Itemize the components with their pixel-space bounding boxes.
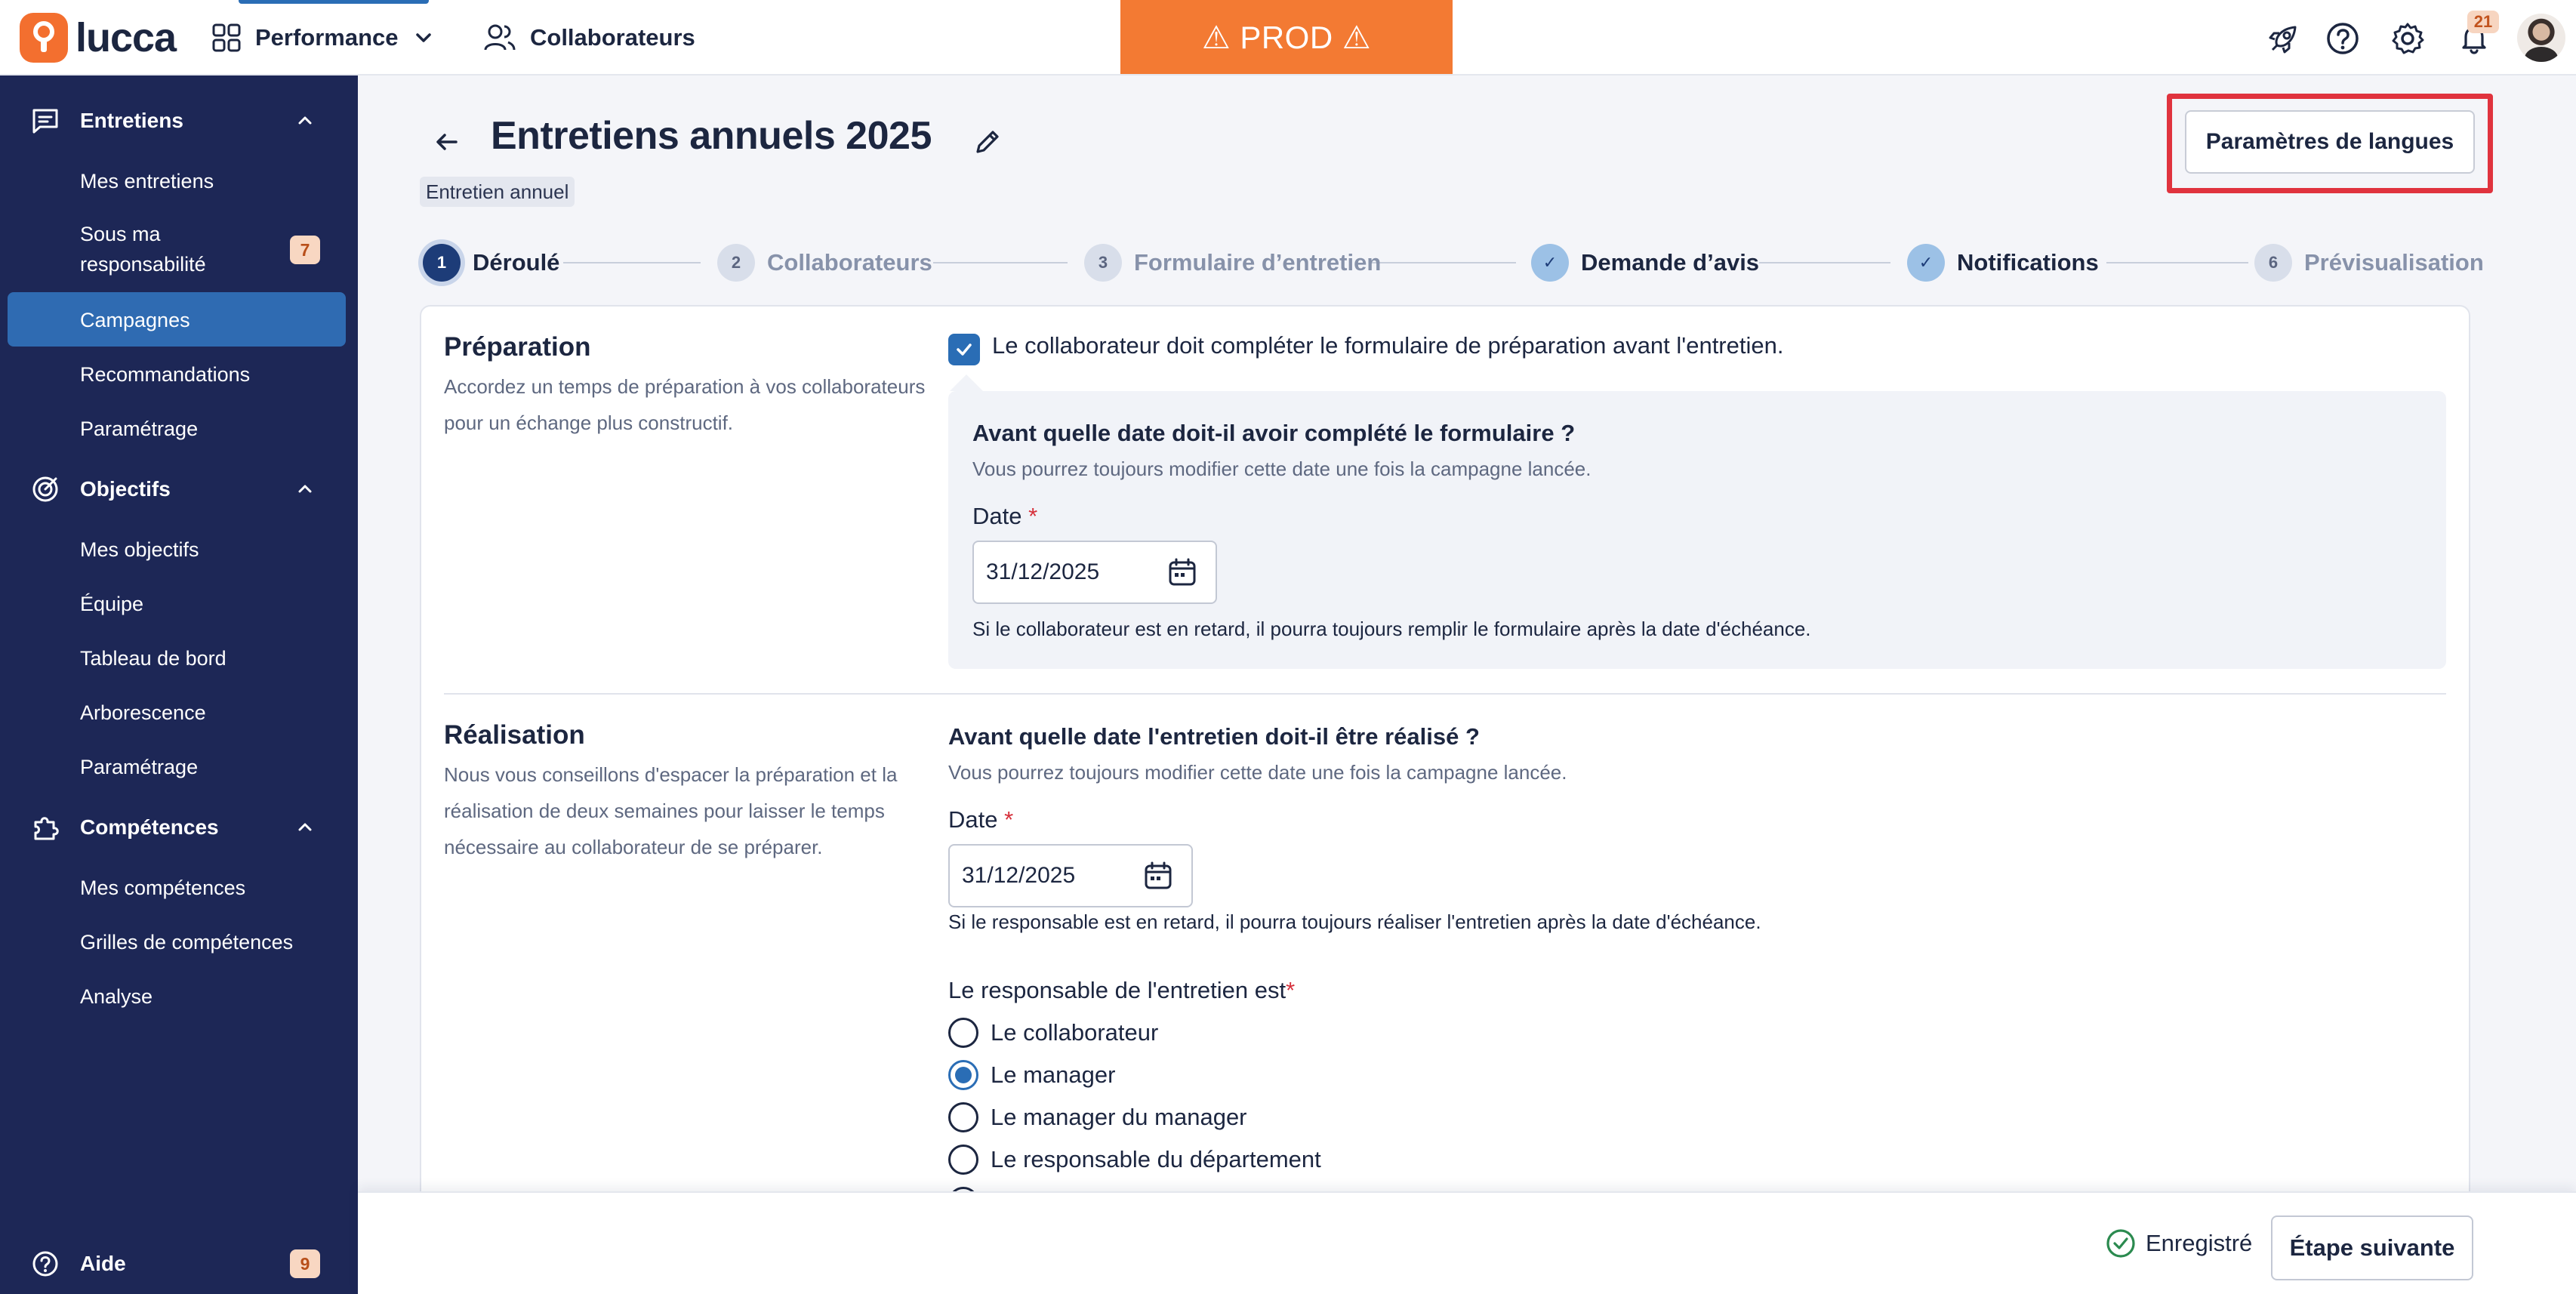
help-icon [30, 1250, 60, 1277]
step-label: Déroulé [473, 249, 560, 276]
checkmark-icon [954, 339, 975, 360]
date-value: 31/12/2025 [986, 559, 1100, 584]
sidebar-item-mes-entretiens[interactable]: Mes entretiens [80, 170, 214, 193]
stepper-connector [2106, 262, 2248, 263]
calendar-icon[interactable] [1166, 556, 1199, 589]
preparation-checkbox[interactable] [948, 334, 980, 365]
check-circle-icon [2105, 1228, 2137, 1259]
owner-radio-label[interactable]: Le manager du manager [991, 1104, 1247, 1130]
stepper-connector [933, 262, 1068, 263]
chat-icon [30, 107, 60, 134]
step-deroule[interactable] [423, 243, 559, 282]
sidebar-item-parametrage[interactable]: Paramétrage [80, 417, 199, 440]
owner-radio-manager-du-manager[interactable] [948, 1102, 978, 1132]
stepper-connector [563, 262, 701, 263]
sidebar-item-tableau-de-bord[interactable]: Tableau de bord [80, 647, 226, 670]
sidebar-item-equipe[interactable]: Équipe [80, 593, 144, 615]
calendar-icon[interactable] [1142, 859, 1175, 892]
sidebar-item-campagnes[interactable]: Campagnes [80, 309, 190, 331]
saved-label: Enregistré [2146, 1230, 2253, 1256]
step-label: Collaborateurs [767, 249, 932, 276]
realisation-question: Avant quelle date l'entretien doit-il être réalisé ? [948, 723, 1480, 750]
logo-text: lucca [75, 15, 177, 60]
notification-count-badge: 21 [2467, 11, 2499, 33]
saved-status [2105, 1228, 2252, 1259]
nav-performance[interactable] [211, 17, 435, 59]
step-notifications[interactable] [1907, 243, 2099, 282]
sidebar-section-title: Entretiens [80, 109, 183, 132]
realisation-help-text: Si le responsable est en retard, il pourra toujours réaliser l'entretien après la date d'échéance. [948, 910, 1761, 933]
owner-radio-responsable-departement[interactable] [948, 1145, 978, 1175]
chevron-up-icon [296, 818, 314, 836]
sidebar-help-label: Aide [80, 1252, 126, 1275]
preparation-question: Avant quelle date doit-il avoir complété le formulaire ? [972, 420, 1576, 446]
sidebar-item-grilles-de-competences[interactable]: Grilles de compétences [80, 931, 294, 954]
sidebar-item-mes-objectifs[interactable]: Mes objectifs [80, 538, 199, 561]
sidebar-item-mes-competences[interactable]: Mes compétences [80, 877, 246, 899]
lucca-logo-mark [20, 13, 68, 63]
preparation-date-input[interactable] [972, 541, 1217, 604]
user-avatar[interactable] [2517, 14, 2565, 62]
next-step-button[interactable]: Étape suivante [2271, 1215, 2473, 1280]
sidebar-section-title: Compétences [80, 815, 219, 839]
back-arrow-icon[interactable] [432, 127, 462, 157]
preparation-title: Préparation [444, 332, 591, 362]
language-settings-button[interactable]: Paramètres de langues [2185, 110, 2475, 174]
nav-collaborateurs[interactable] [483, 17, 695, 59]
realisation-date-input[interactable] [948, 844, 1193, 907]
step-number: 6 [2254, 244, 2292, 282]
step-label: Formulaire d’entretien [1134, 249, 1382, 276]
sidebar-badge: 7 [290, 236, 320, 264]
realisation-hint: Vous pourrez toujours modifier cette date une fois la campagne lancée. [948, 761, 1567, 784]
rocket-icon[interactable] [2265, 20, 2303, 57]
owner-radio-collaborateur[interactable] [948, 1018, 978, 1048]
help-icon[interactable] [2324, 20, 2362, 57]
step-formulaire[interactable] [1084, 243, 1381, 282]
owner-radio-label[interactable]: Le responsable du département [991, 1146, 1321, 1172]
sidebar-item-sous-ma-responsabilite[interactable]: Sous ma responsabilité [80, 223, 206, 276]
step-collaborateurs[interactable] [717, 243, 932, 282]
nav-performance-label: Performance [255, 24, 399, 51]
chevron-down-icon [412, 26, 435, 49]
sidebar [0, 75, 358, 1294]
target-icon [30, 476, 60, 503]
stepper-connector [1370, 262, 1516, 263]
sidebar-section-entretiens[interactable] [0, 98, 358, 143]
lucca-logo[interactable] [20, 13, 176, 63]
apps-grid-icon [211, 23, 242, 53]
preparation-help-text: Si le collaborateur est en retard, il pourra toujours remplir le formulaire après la date d'échéance. [972, 618, 1811, 640]
users-icon [483, 23, 516, 53]
edit-pencil-icon[interactable] [971, 125, 1004, 159]
owner-radio-manager[interactable] [948, 1060, 978, 1090]
sidebar-item-recommandations[interactable]: Recommandations [80, 363, 251, 386]
preparation-checkbox-label[interactable]: Le collaborateur doit compléter le formulaire de préparation avant l'entretien. [992, 332, 1784, 359]
owner-radio-label[interactable]: Le collaborateur [991, 1019, 1159, 1046]
sidebar-item-arborescence[interactable]: Arborescence [80, 701, 206, 724]
sidebar-section-competences[interactable] [0, 805, 358, 850]
page-title: Entretiens annuels 2025 [491, 114, 932, 158]
nav-collaborateurs-label: Collaborateurs [530, 24, 695, 51]
prod-environment-banner: ⚠ PROD ⚠ [1120, 0, 1453, 74]
top-bar [0, 0, 2576, 75]
preparation-description: Accordez un temps de préparation à vos collaborateurs pour un échange plus constructif. [444, 375, 926, 434]
settings-gear-icon[interactable] [2389, 20, 2427, 57]
owner-radio-label[interactable]: Le manager [991, 1061, 1116, 1088]
date-value: 31/12/2025 [962, 863, 1076, 888]
step-check: ✓ [1907, 244, 1945, 282]
step-label: Notifications [1957, 249, 2099, 276]
chevron-up-icon [296, 112, 314, 130]
step-number: 3 [1084, 244, 1122, 282]
step-label: Prévisualisation [2304, 249, 2484, 276]
active-nav-indicator [239, 0, 429, 4]
preparation-hint: Vous pourrez toujours modifier cette date une fois la campagne lancée. [972, 458, 1592, 480]
sidebar-item-parametrage-objectifs[interactable]: Paramétrage [80, 756, 199, 778]
realisation-date-label: Date * [948, 806, 1014, 833]
help-count-badge: 9 [290, 1249, 320, 1278]
owner-label: Le responsable de l'entretien est* [948, 977, 1296, 1003]
stepper-connector [1759, 262, 1890, 263]
realisation-title: Réalisation [444, 720, 585, 750]
sidebar-section-objectifs[interactable] [0, 467, 358, 512]
section-divider [444, 693, 2446, 695]
chevron-up-icon [296, 480, 314, 498]
step-label: Demande d’avis [1581, 249, 1760, 276]
preparation-date-label: Date * [972, 503, 1038, 529]
sidebar-item-analyse[interactable]: Analyse [80, 985, 153, 1008]
realisation-description: Nous vous conseillons d'espacer la préparation et la réalisation de deux semaines pour laisser le temps nécessaire au collaborateur de se préparer. [444, 763, 898, 858]
sidebar-section-title: Objectifs [80, 477, 171, 501]
step-number: 1 [423, 244, 461, 282]
step-previsualisation[interactable] [2254, 243, 2484, 282]
step-demande-avis[interactable] [1531, 243, 1759, 282]
puzzle-icon [30, 814, 60, 841]
step-check: ✓ [1531, 244, 1569, 282]
campaign-type-tag: Entretien annuel [420, 177, 575, 207]
step-number: 2 [717, 244, 755, 282]
